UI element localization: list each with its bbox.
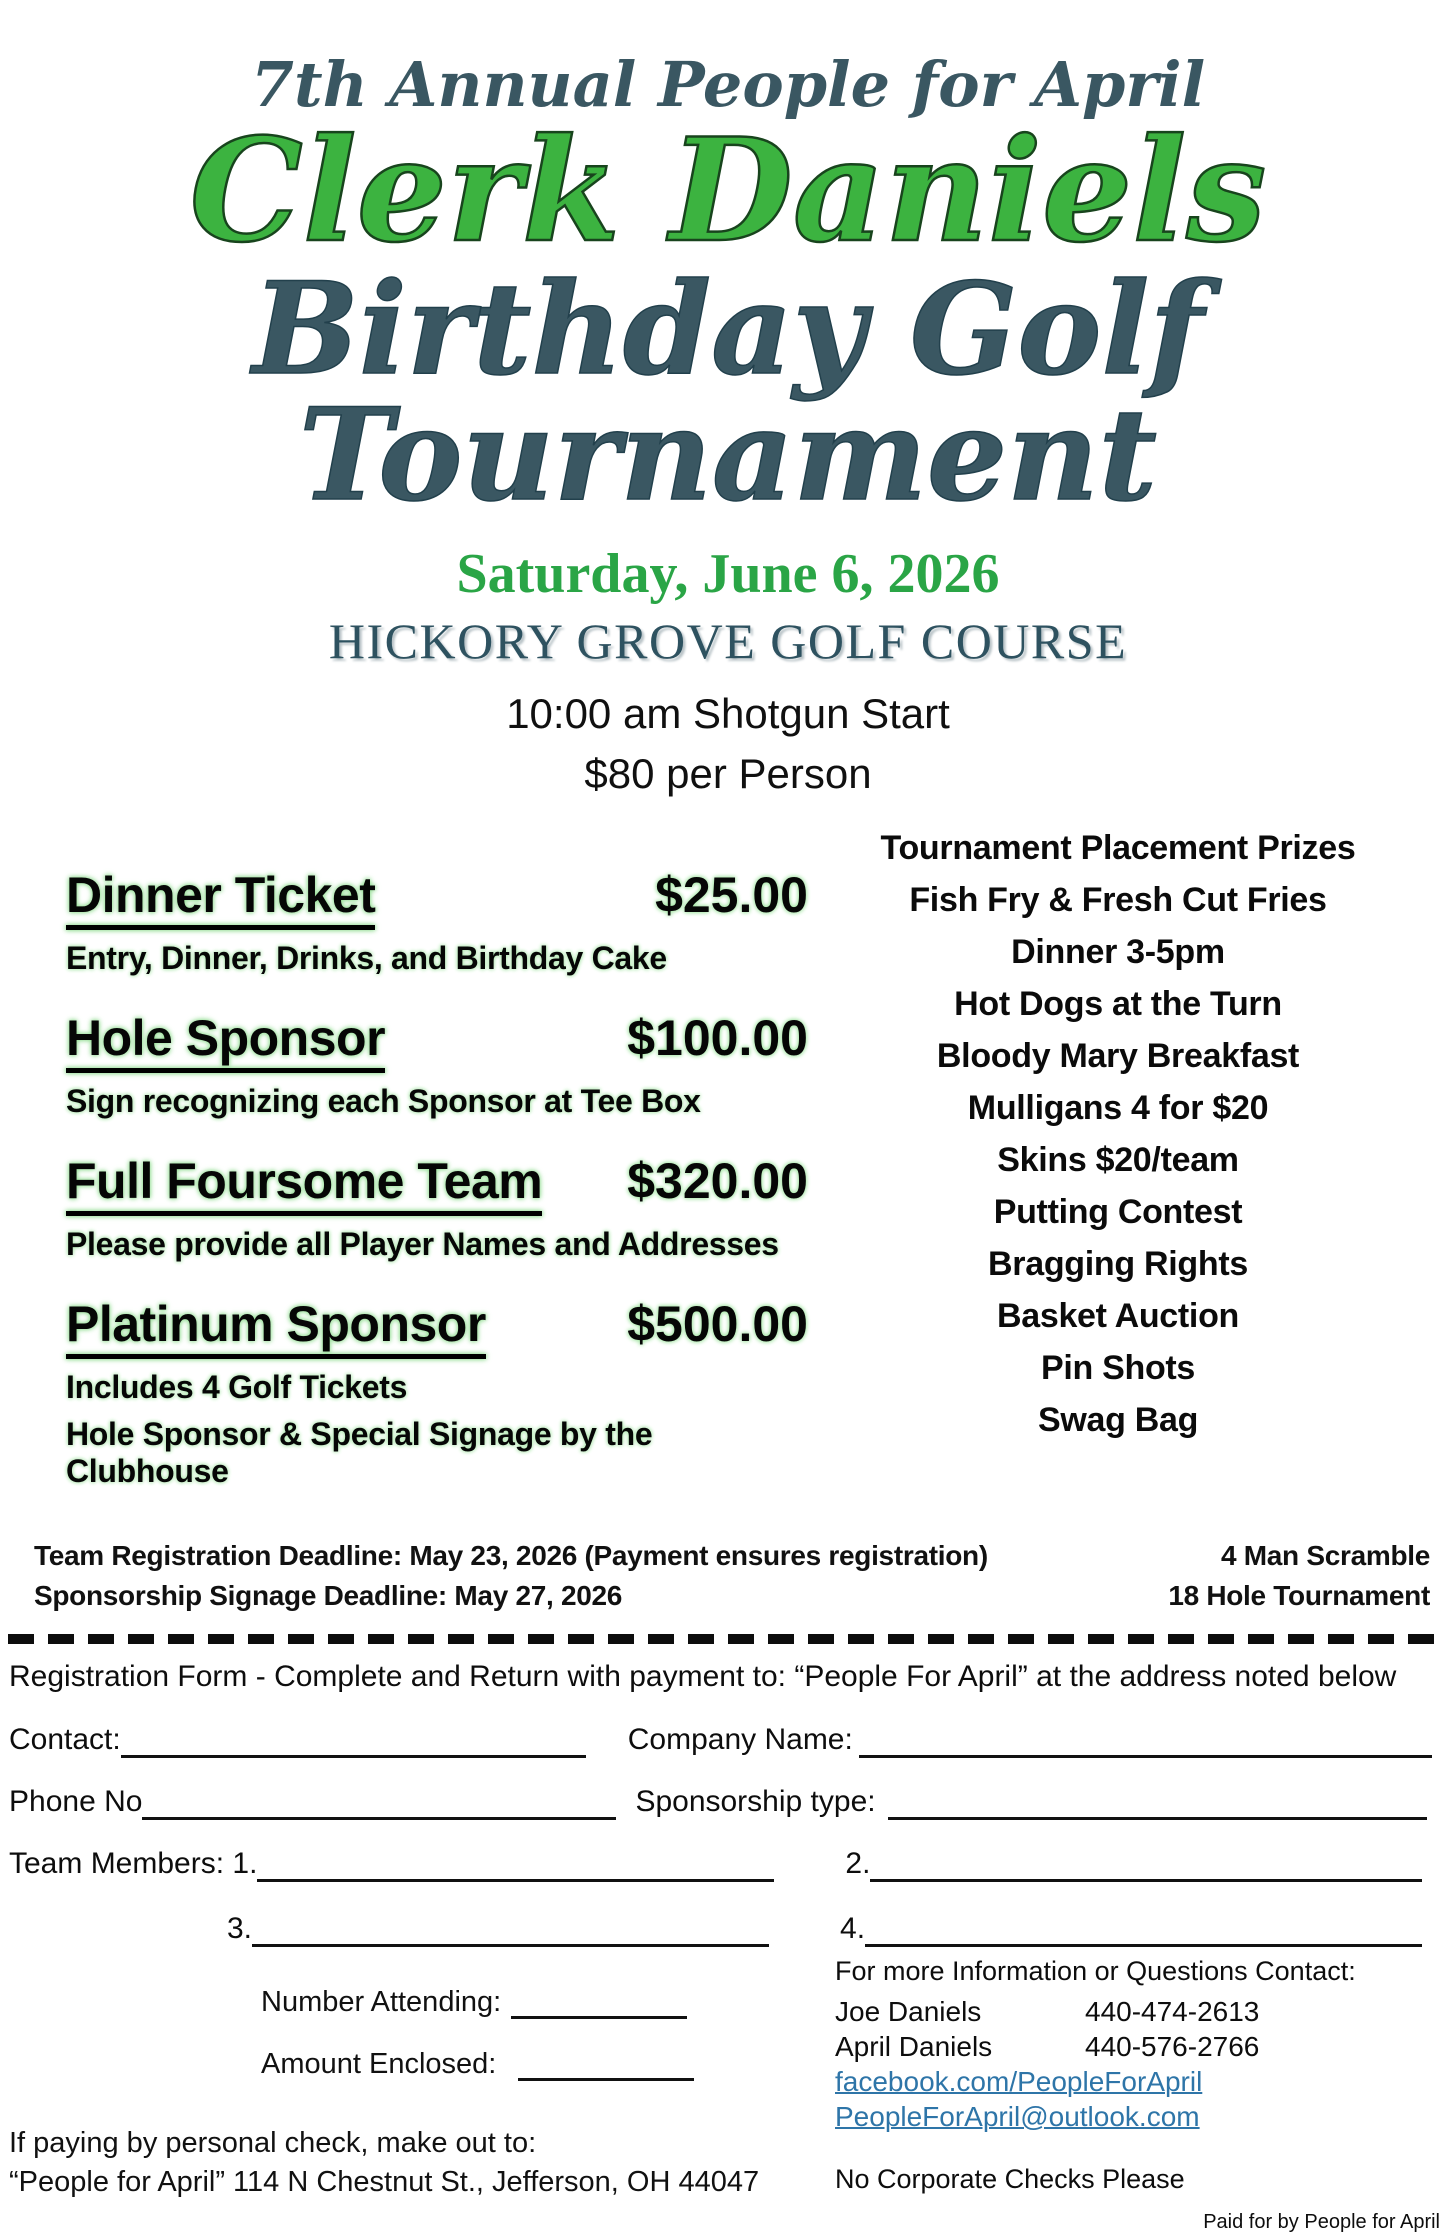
company-label: Company Name: xyxy=(627,1722,853,1756)
email-link[interactable]: PeopleForApril@outlook.com xyxy=(835,2100,1200,2132)
event-start-time: 10:00 am Shotgun Start xyxy=(506,689,950,737)
perk-item: Mulligans 4 for $20 xyxy=(967,1088,1269,1127)
deadlines xyxy=(0,1536,1456,1616)
form-row-phone xyxy=(9,1780,1442,1820)
event-details xyxy=(0,542,1456,798)
member1-field-line xyxy=(257,1848,774,1882)
member4-field-line xyxy=(865,1913,1422,1947)
contact-label: Contact: xyxy=(9,1722,121,1756)
deadline-signage: Sponsorship Signage Deadline: May 27, 2026 xyxy=(34,1579,623,1611)
pricing-item-name: Hole Sponsor xyxy=(66,1009,385,1073)
facebook-link[interactable]: facebook.com/PeopleForApril xyxy=(835,2065,1203,2097)
pricing-item-detail: Entry, Dinner, Drinks, and Birthday Cake xyxy=(66,939,667,976)
pricing-item-name: Dinner Ticket xyxy=(66,866,375,930)
member3-label: 3. xyxy=(227,1911,253,1945)
format-holes: 18 Hole Tournament xyxy=(1168,1579,1430,1611)
perk-item: Pin Shots xyxy=(1040,1348,1196,1387)
title-event: Birthday Golf Tournament xyxy=(252,254,1204,529)
member2-field-line xyxy=(870,1848,1422,1882)
amount-field-line xyxy=(518,2049,694,2081)
attending-label: Number Attending: xyxy=(261,1985,502,2018)
pricing-item-price: $25.00 xyxy=(655,866,808,923)
pricing-item-detail: Please provide all Player Names and Addresses xyxy=(66,1225,779,1262)
form-bottom-left xyxy=(9,1955,835,2199)
pricing-item-detail: Hole Sponsor & Special Signage by the Clubhouse xyxy=(66,1415,653,1489)
perk-item: Dinner 3-5pm xyxy=(1011,932,1225,971)
phone-field-line xyxy=(142,1786,616,1820)
check-note-line2: “People for April” 114 N Chestnut St., Jefferson, OH 44047 xyxy=(9,2165,760,2198)
check-note-line1: If paying by personal check, make out to: xyxy=(9,2126,537,2159)
pricing-item-full-foursome xyxy=(66,1152,808,1263)
pricing-item-price: $500.00 xyxy=(627,1295,808,1352)
sponsorship-label: Sponsorship type: xyxy=(635,1784,876,1818)
perk-item: Basket Auction xyxy=(996,1296,1240,1335)
registration-form xyxy=(0,1660,1456,2199)
phone-label: Phone No xyxy=(9,1784,143,1818)
pricing-item-hole-sponsor xyxy=(66,1009,808,1120)
company-field-line xyxy=(859,1724,1432,1758)
event-price: $80 per Person xyxy=(584,749,872,797)
perk-item: Bloody Mary Breakfast xyxy=(936,1036,1300,1075)
deadline-team: Team Registration Deadline: May 23, 2026 (Payment ensures registration) xyxy=(34,1539,988,1571)
event-date: Saturday, June 6, 2026 xyxy=(456,542,1000,605)
sponsorship-field-line xyxy=(888,1786,1427,1820)
pricing-item-detail: Includes 4 Golf Tickets xyxy=(66,1368,408,1405)
pricing-item-name: Platinum Sponsor xyxy=(66,1295,486,1359)
perk-item: Bragging Rights xyxy=(988,1244,1248,1283)
paid-for-note: Paid for by People for April xyxy=(1203,2210,1440,2233)
contact-person-name: April Daniels xyxy=(835,2030,993,2062)
contact-person-row xyxy=(835,1994,1442,2029)
contact-field-line xyxy=(121,1724,586,1758)
amount-label: Amount Enclosed: xyxy=(261,2047,497,2080)
member3-field-line xyxy=(252,1913,769,1947)
form-row-team-members-12 xyxy=(9,1842,1442,1882)
pricing-list xyxy=(66,818,808,1522)
no-corporate-checks-note: No Corporate Checks Please xyxy=(835,2163,1185,2194)
contact-person-name: Joe Daniels xyxy=(835,1995,982,2027)
contact-info-block xyxy=(835,1955,1442,2199)
perk-item: Swag Bag xyxy=(1037,1400,1199,1439)
perk-item: Hot Dogs at the Turn xyxy=(954,984,1282,1023)
event-venue: HICKORY GROVE GOLF COURSE xyxy=(328,612,1128,669)
deadline-text xyxy=(34,1536,988,1616)
pricing-item-platinum-sponsor xyxy=(66,1295,808,1490)
contact-info-heading: For more Information or Questions Contact: xyxy=(835,1955,1356,1986)
header xyxy=(0,0,1456,529)
perk-item: Fish Fry & Fresh Cut Fries xyxy=(909,880,1327,919)
perk-item: Tournament Placement Prizes xyxy=(880,828,1356,867)
contact-person-phone: 440-474-2613 xyxy=(1085,1995,1260,2027)
team-members-label: Team Members: 1. xyxy=(9,1846,258,1880)
form-heading: Registration Form - Complete and Return with payment to: “People For April” at the address noted below xyxy=(9,1659,1397,1693)
dashed-cut-line xyxy=(8,1634,1448,1644)
pricing-item-price: $320.00 xyxy=(627,1152,808,1209)
form-row-team-members-34 xyxy=(9,1907,1442,1947)
member4-label: 4. xyxy=(840,1911,866,1945)
title-annual: 7th Annual People for April xyxy=(250,48,1206,121)
form-row-amount xyxy=(261,2043,835,2081)
contact-person-phone: 440-576-2766 xyxy=(1085,2030,1260,2062)
perk-item: Putting Contest xyxy=(993,1192,1243,1231)
member2-label: 2. xyxy=(845,1846,871,1880)
format-text xyxy=(1168,1536,1430,1616)
attending-field-line xyxy=(511,1987,687,2019)
perk-item: Skins $20/team xyxy=(997,1140,1239,1179)
format-scramble: 4 Man Scramble xyxy=(1221,1539,1430,1571)
pricing-item-price: $100.00 xyxy=(627,1009,808,1066)
form-bottom xyxy=(9,1955,1442,2199)
body-columns xyxy=(0,818,1456,1522)
contact-person-row xyxy=(835,2029,1442,2064)
pricing-item-detail: Sign recognizing each Sponsor at Tee Box xyxy=(66,1082,701,1119)
title-name: Clerk Daniels xyxy=(189,108,1267,275)
pricing-item-dinner-ticket xyxy=(66,866,808,977)
form-row-attending xyxy=(261,1981,835,2019)
pricing-item-name: Full Foursome Team xyxy=(66,1152,542,1216)
form-row-contact xyxy=(9,1718,1442,1758)
perks-list xyxy=(808,818,1428,1522)
